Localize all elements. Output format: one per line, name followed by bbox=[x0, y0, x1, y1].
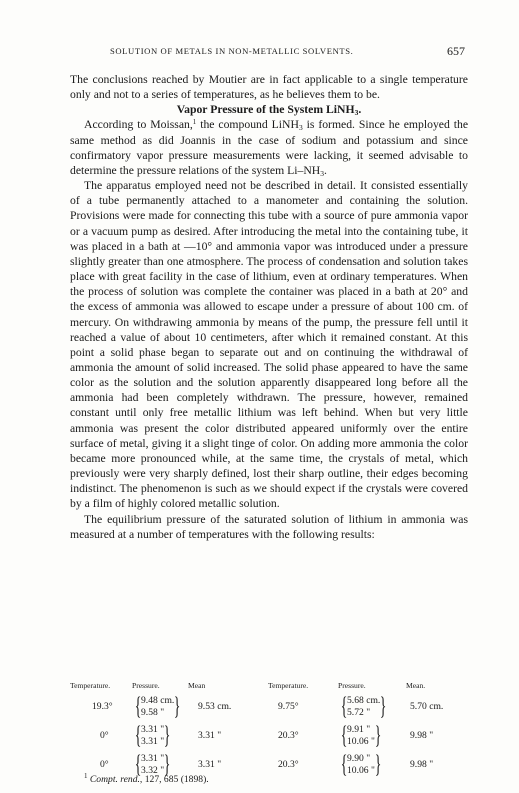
page-header bbox=[70, 46, 465, 60]
cell-temperature: 20.3° bbox=[278, 730, 299, 741]
cell-mean: 3.31 " bbox=[198, 730, 222, 741]
cell-temperature: 0° bbox=[100, 730, 109, 741]
footnote bbox=[84, 774, 209, 785]
cell-pressures: {3.31 " 3.32 "} bbox=[134, 751, 171, 778]
cell-mean: 9.53 cm. bbox=[198, 701, 232, 712]
col-header: Pressure. bbox=[338, 680, 366, 690]
col-header: Temperature. bbox=[268, 680, 309, 690]
table-header-row bbox=[70, 680, 468, 692]
cell-mean: 9.98 " bbox=[410, 730, 434, 741]
cell-pressures: {3.31 " 3.31 "} bbox=[134, 722, 171, 749]
paragraph-4: The equilibrium pressure of the saturated solution of lithium in ammonia was measured at a number of temperatures with the following results: bbox=[70, 512, 468, 541]
col-header: Pressure. bbox=[132, 680, 160, 690]
col-header: Mean bbox=[188, 680, 206, 690]
col-header: Mean. bbox=[406, 680, 426, 690]
table-row bbox=[70, 692, 468, 721]
cell-temperature: 19.3° bbox=[92, 701, 113, 712]
paragraph-3: The apparatus employed need not be described in detail. It consisted essentially of a tube permanently attached to a manometer and containing the solution. Provisions were made for connecting this tube with a source of pure ammonia vapor or a vacuum pump as desired. After introducing the metal into the containing tube, it was placed in a bath at —10° and ammonia vapor was introduced under a pressure slightly greater than one atmosphere. The process of condensation and solution takes place with great facility in the case of lithium, even at ordinary temperatures. When the process of solution was complete the container was placed in a bath at 20° and the excess of ammonia was allowed to escape under a pressure of about 100 cm. of mercury. On withdrawing ammonia by means of the pump, the pressure fell until it reached a value of about 10 centimeters, after which it remained constant. At this point a solid phase began to separate out and on continuing the withdrawal of ammonia the amount of solid increased. The solid phase appeared to have the same color as the solution and the solution apparently disappeared long before all the ammonia had been completely withdrawn. The pressure, however, remained constant until only free metallic lithium was left behind. When but very little ammonia was present the color distributed appeared uniformly over the entire surface of metal, giving it a slight tinge of color. On adding more ammonia the color became more pronounced while, at the same time, the crystals of metal, which previously were very sharply defined, lost their sharp outline, their edges becoming indistinct. The phenomenon is such as we should expect if the crystals were covered by a film of highly colored metallic solution. bbox=[70, 179, 468, 511]
cell-temperature: 9.75° bbox=[278, 701, 299, 712]
table-row bbox=[70, 721, 468, 750]
page-number: 657 bbox=[447, 44, 465, 58]
cell-pressures: {9.91 " 10.06 "} bbox=[340, 722, 382, 749]
footnote-journal: Compt. rend. bbox=[89, 774, 140, 785]
cell-mean: 9.98 " bbox=[410, 759, 434, 770]
footnote-ref: 1 bbox=[192, 118, 197, 127]
col-header: Temperature. bbox=[70, 680, 111, 690]
footnote-mark: 1 bbox=[84, 772, 88, 780]
cell-mean: 5.70 cm. bbox=[410, 701, 444, 712]
cell-pressures: {9.90 " 10.06 "} bbox=[340, 751, 382, 778]
cell-pressures: {5.68 cm. 5.72 " } bbox=[340, 693, 387, 720]
cell-temperature: 20.3° bbox=[278, 759, 299, 770]
cell-pressures: {9.48 cm. 9.58 " } bbox=[134, 693, 181, 720]
paragraph-2: According to Moissan,$^1$ the compound LiNH$_3$ is formed. Since he employed the same method as did Joannis in the case of sodium and potassium and since confirmatory vapor pressure measurements were lacking, it seemed advisable to determine the pressure relations of the system $Li-NH_3$. bbox=[70, 118, 469, 178]
footnote-citation: , 127, 685 (1898). bbox=[139, 774, 209, 785]
pressure-table bbox=[70, 680, 468, 779]
body-text bbox=[70, 72, 468, 542]
running-head: SOLUTION OF METALS IN NON-METALLIC SOLVENTS. bbox=[110, 46, 354, 56]
paragraph-1: The conclusions reached by Moutier are in fact applicable to a single temperature only and not to a series of temperatures, as he believes them to be. bbox=[70, 73, 468, 102]
cell-mean: 3.31 " bbox=[198, 759, 222, 770]
section-heading: Vapor Pressure of the System LiNH$_3$. bbox=[176, 103, 362, 118]
cell-temperature: 0° bbox=[100, 759, 109, 770]
